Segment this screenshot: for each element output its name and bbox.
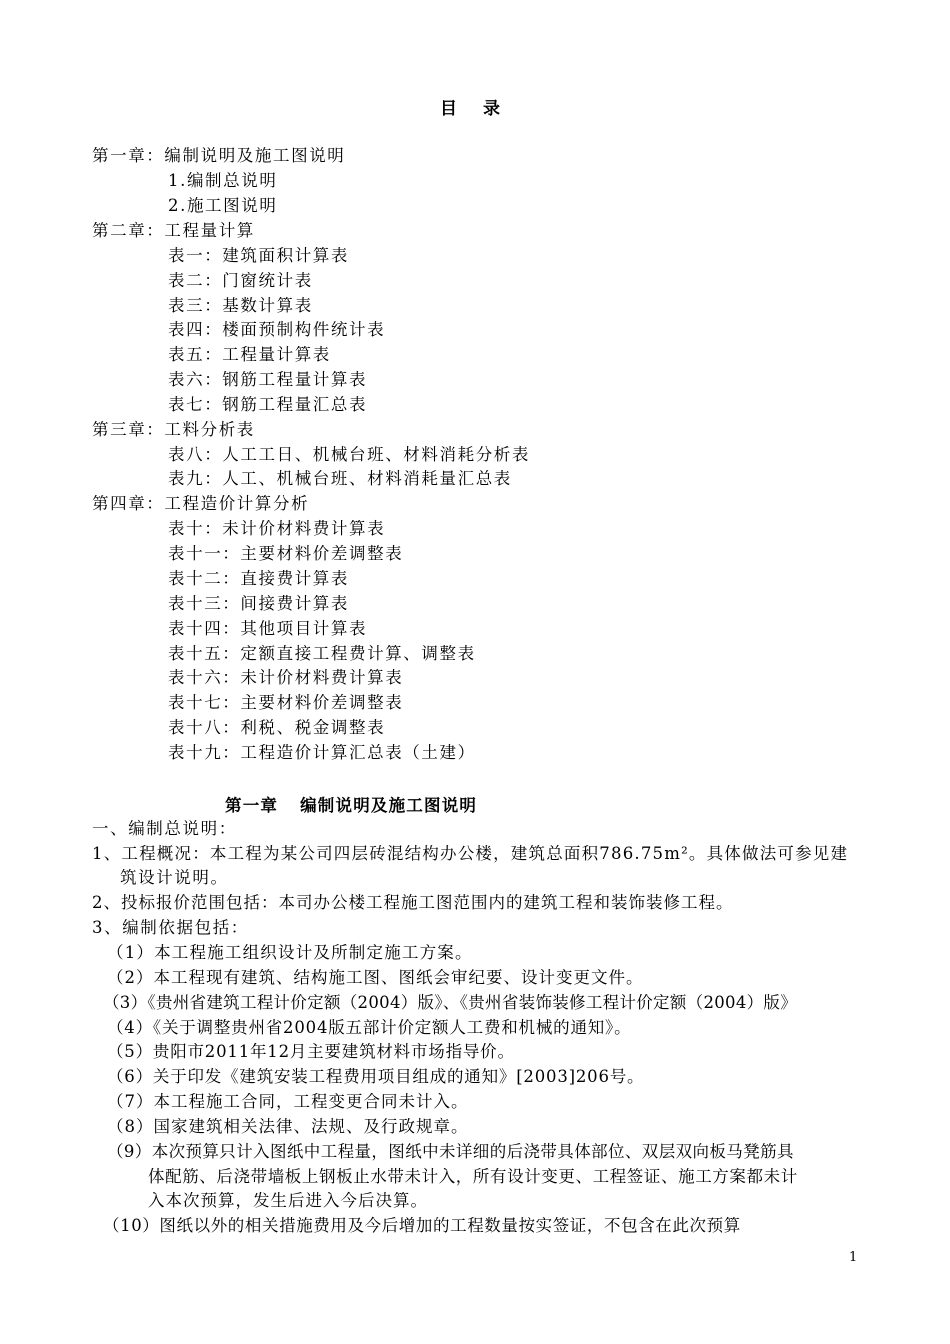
chapter-1-heading	[225, 792, 477, 816]
list-item-continuation: 入本次预算，发生后进入今后决算。	[148, 1191, 428, 1210]
toc-entry: 表五：工程量计算表	[168, 345, 331, 364]
toc-entry: 表十二：直接费计算表	[168, 569, 349, 588]
toc-entry: 表八：人工工日、机械台班、材料消耗分析表	[168, 445, 530, 464]
toc-chapter-4: 第四章：工程造价计算分析	[92, 494, 310, 513]
toc-title: 目 录	[440, 99, 510, 119]
list-item: （5）贵阳市2011年12月主要建筑材料市场指导价。	[107, 1042, 515, 1061]
toc-entry: 表二：门窗统计表	[168, 271, 313, 290]
toc-entry: 表九：人工、机械台班、材料消耗量汇总表	[168, 469, 512, 488]
toc-entry: 1.编制总说明	[168, 171, 278, 190]
list-item: （6）关于印发《建筑安装工程费用项目组成的通知》[2003]206号。	[107, 1067, 645, 1086]
paragraph-line: 3、编制依据包括：	[92, 918, 249, 937]
toc-entry: 表一：建筑面积计算表	[168, 246, 349, 265]
toc-entry: 表七：钢筋工程量汇总表	[168, 395, 368, 414]
toc-entry: 表三：基数计算表	[168, 296, 313, 315]
toc-entry: 表十五：定额直接工程费计算、调整表	[168, 644, 476, 663]
toc-chapter-1: 第一章：编制说明及施工图说明	[92, 146, 346, 165]
page-number: 1	[849, 1250, 858, 1265]
list-item: （10）图纸以外的相关措施费用及今后增加的工程数量按实签证，不包含在此次预算	[103, 1216, 741, 1235]
list-item: （2）本工程现有建筑、结构施工图、图纸会审纪要、设计变更文件。	[107, 968, 644, 987]
list-item-continuation: 体配筋、后浇带墙板上钢板止水带未计入，所有设计变更、工程签证、施工方案都未计	[148, 1167, 798, 1186]
toc-entry: 表十六：未计价材料费计算表	[168, 668, 404, 687]
toc-entry: 2.施工图说明	[168, 196, 278, 215]
paragraph-line: 筑设计说明。	[120, 868, 229, 887]
toc-entry: 表十四：其他项目计算表	[168, 619, 368, 638]
toc-entry: 表十：未计价材料费计算表	[168, 519, 386, 538]
list-item: （3）《贵州省建筑工程计价定额（2004）版》、《贵州省装饰装修工程计价定额（2004）版》	[103, 993, 798, 1012]
toc-chapter-2: 第二章：工程量计算	[92, 221, 255, 240]
toc-entry: 表六：钢筋工程量计算表	[168, 370, 368, 389]
list-item: （7）本工程施工合同，工程变更合同未计入。	[107, 1092, 469, 1111]
toc-entry: 表十九：工程造价计算汇总表（土建）	[168, 743, 476, 762]
paragraph-line: 2、投标报价范围包括：本司办公楼工程施工图范围内的建筑工程和装饰装修工程。	[92, 893, 734, 912]
list-item: （1）本工程施工组织设计及所制定施工方案。	[107, 943, 473, 962]
paragraph-line: 1、工程概况：本工程为某公司四层砖混结构办公楼，建筑总面积786.75m²。具体做法可参见建	[92, 844, 849, 863]
toc-entry: 表十一：主要材料价差调整表	[168, 544, 404, 563]
toc-entry: 表四：楼面预制构件统计表	[168, 320, 386, 339]
section-heading: 一、编制总说明：	[92, 819, 237, 838]
toc-chapter-3: 第三章：工料分析表	[92, 420, 255, 439]
list-item: （9）本次预算只计入图纸中工程量，图纸中未详细的后浇带具体部位、双层双向板马凳筋具	[107, 1142, 794, 1161]
chapter-1-title: 编制说明及施工图说明	[300, 796, 478, 815]
toc-entry: 表十七：主要材料价差调整表	[168, 693, 404, 712]
chapter-1-number: 第一章	[225, 796, 279, 815]
toc-entry: 表十三：间接费计算表	[168, 594, 349, 613]
toc-entry: 表十八：利税、税金调整表	[168, 718, 386, 737]
list-item: （8）国家建筑相关法律、法规、及行政规章。	[107, 1117, 469, 1136]
list-item: （4）《关于调整贵州省2004版五部计价定额人工费和机械的通知》。	[107, 1018, 632, 1037]
